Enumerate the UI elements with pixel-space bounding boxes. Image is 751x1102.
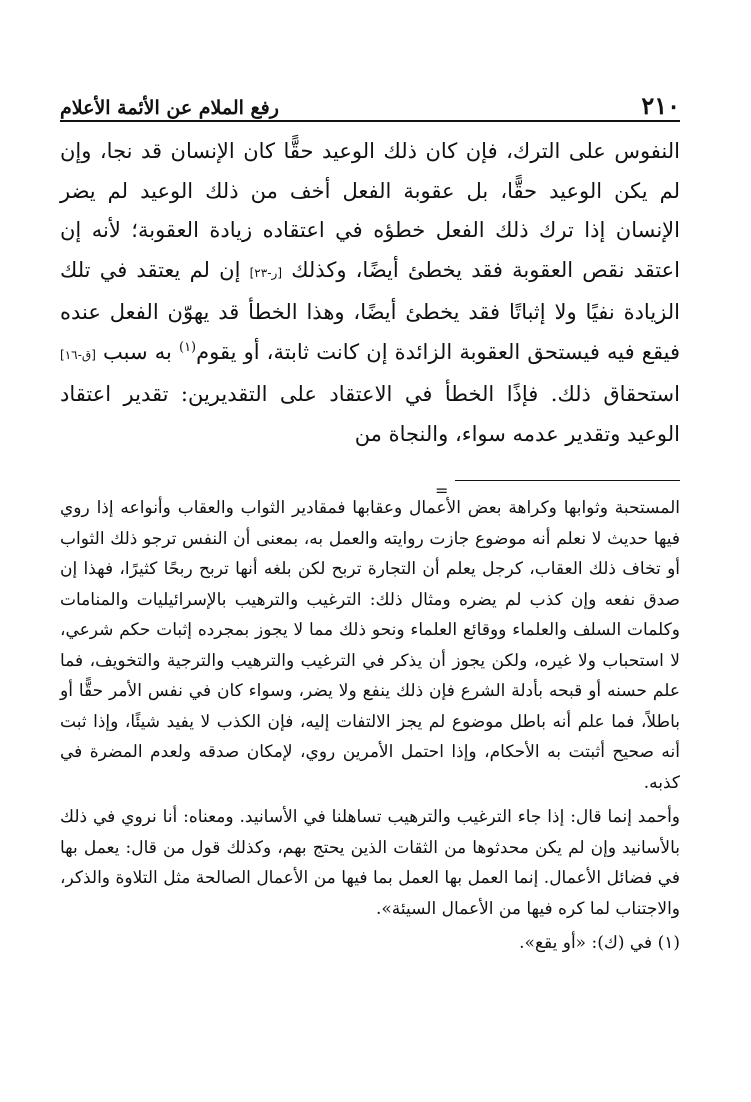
page-number: ٢١٠ (641, 91, 680, 120)
book-title: رفع الملام عن الأئمة الأعلام (60, 97, 279, 119)
document-page (60, 78, 680, 959)
main-text-part-3: به سبب (103, 339, 172, 364)
footnote-continued-paragraph-1: المستحبة وثوابها وكراهة بعض الأعمال وعقابها فمقادير الثواب والعقاب وأنواعه إذا روي فيها حديث لا نعلم أنه موضوع جازت روايته والعمل به، بمعنى أن النفس ترجو ذلك الثواب أو تخاف ذلك العقاب، كرجل يعلم أن التجارة تربح لكن بلغه أنها تربح ربحًا كثيرًا، فهذا إن صدق نفعه وإن كذب لم يضره ومثال ذلك: الترغيب والترهيب بالإسرائيليات والمنامات وكلمات السلف والعلماء ووقائع العلماء ونحو ذلك مما لا يجوز بمجرده إثبات حكم شرعي، لا استحباب ولا غيره، ولكن يجوز أن يذكر في الترغيب والترهيب والترجية والتخويف، فما علم حسنه أو قبحه بأدلة الشرع فإن ذلك ينفع ولا يضر، وسواء كان في نفس الأمر حقًّا أو باطلاً، فما علم أنه باطل موضوع لم يجز الالتفات إليه، فإن الكذب لا يفيد شيئًا، وإذا ثبت أنه صحيح أثبتت به الأحكام، وإذا احتمل الأمرين روي، لإمكان صدقه ولعدم المضرة في كذبه. (60, 498, 680, 793)
main-text (60, 132, 680, 454)
manuscript-reference-q16: [ق-١٦] (60, 347, 96, 362)
footnote-continued-paragraph-2: وأحمد إنما قال: إذا جاء الترغيب والترهيب تساهلنا في الأسانيد. ومعناه: أنا نروي في ذلك بالأسانيد وإن لم يكن محدثوها من الثقات الذين يحتج بهم، وكذلك قول من قال: يعمل بها في فضائل الأعمال. إنما العمل بها العمل بما فيها من الأعمال الصالحة مثل التلاوة والذكر، والاجتناب لما كره فيها من الأعمال السيئة». (60, 807, 680, 919)
footnotes-section (60, 493, 680, 959)
manuscript-reference-r23: [ر-٢٣] (249, 265, 282, 280)
page-header (60, 78, 680, 122)
footnote-continuation-mark: = (435, 481, 449, 500)
footnote-marker-1[interactable]: (١) (178, 339, 197, 355)
main-paragraph (60, 132, 680, 454)
main-text-part-1: النفوس على الترك، فإن كان ذلك الوعيد حقًّا كان الإنسان قد نجا، وإن لم يكن الوعيد حقًّا، بل عقوبة الفعل أخف من ذلك الوعيد لم يضر الإنسان إذا ترك ذلك الفعل خطؤه في اعتقاده زيادة العقوبة؛ لأنه إن اعتقد نقص العقوبة فقد يخطئ أيضًا، وكذلك (60, 139, 680, 282)
main-text-part-4: استحقاق ذلك. فإذًا الخطأ في الاعتقاد على التقديرين: تقدير اعتقاد الوعيد وتقدير عدمه سواء، والنجاة من (60, 382, 680, 446)
footnote-1: (١) في (ك): «أو يقع». (519, 933, 680, 953)
main-text-part-2: إن لم يعتقد في تلك الزيادة نفيًا ولا إثباتًا فقد يخطئ أيضًا، وهذا الخطأ قد يهوّن الفعل عنده فيقع فيه فيستحق العقوبة الزائدة إن كانت ثابتة، أو يقوم (60, 257, 680, 364)
footnote-divider (435, 480, 680, 500)
